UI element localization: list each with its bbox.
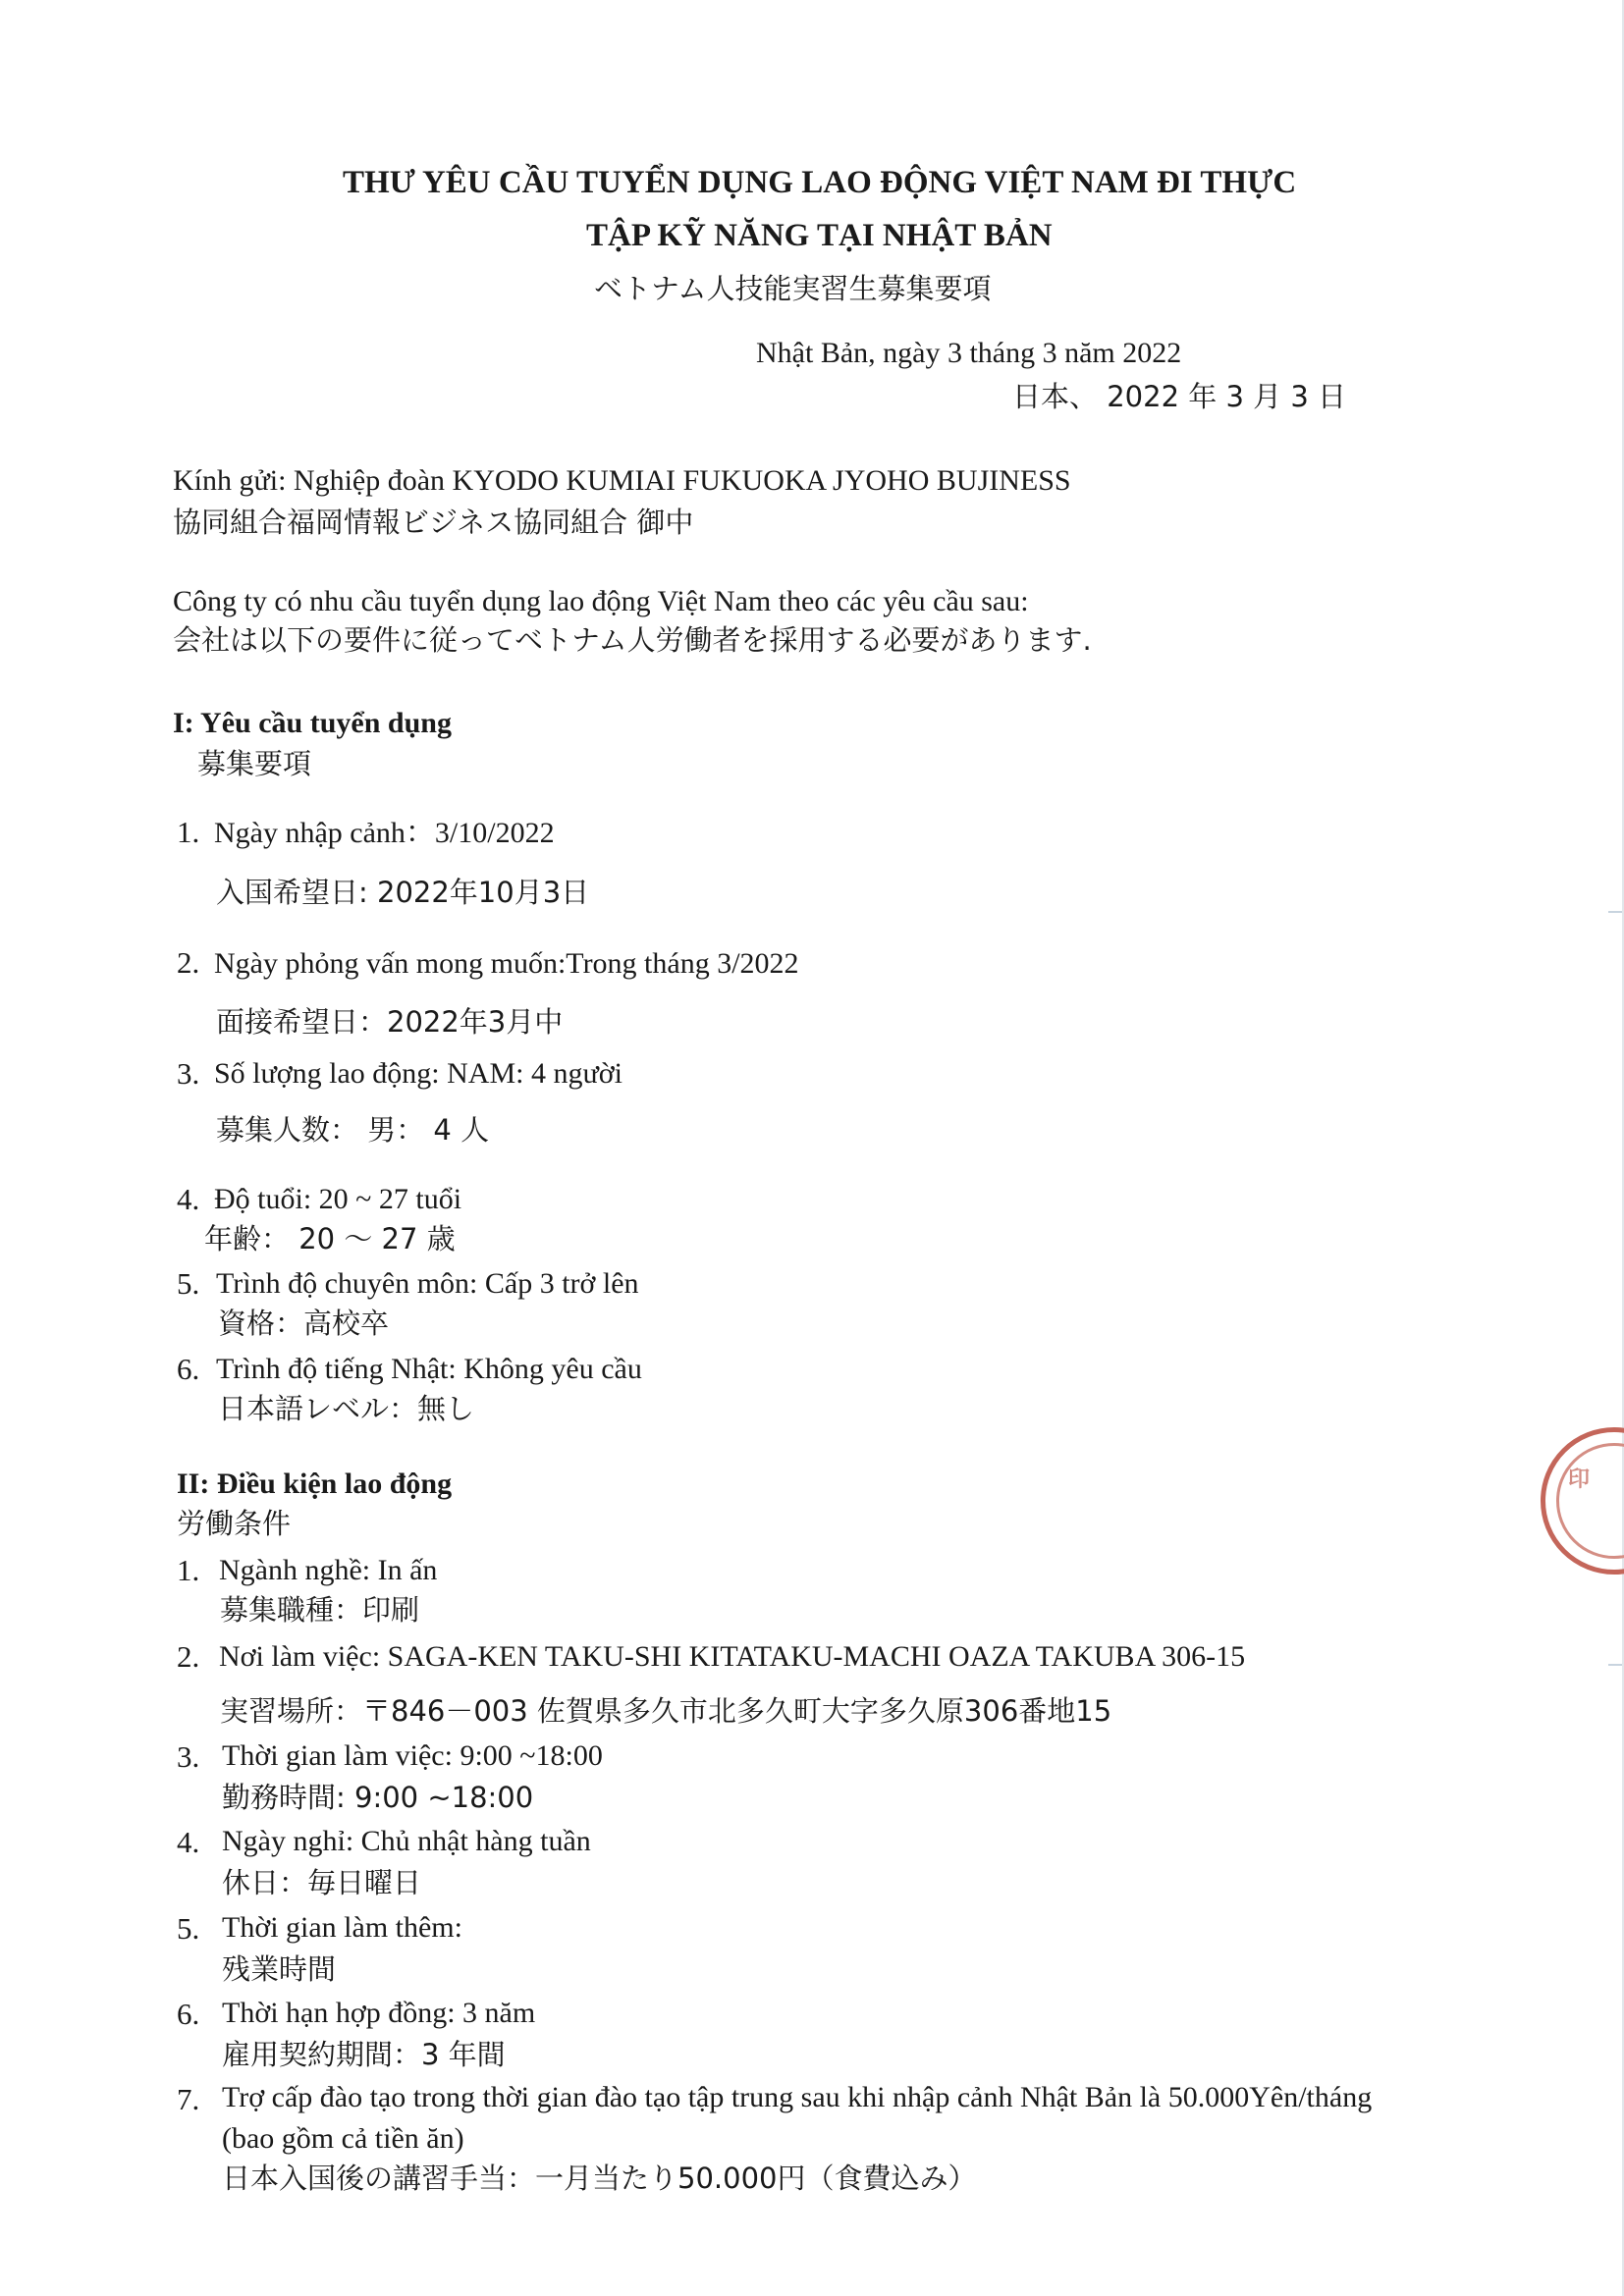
item-number: 2. — [177, 945, 200, 980]
item-text-jp: 日本語レベル：無し — [218, 1392, 475, 1425]
recipient-jp: 協同組合福岡情報ビジネス協同組合 御中 — [173, 506, 694, 539]
intro-jp: 会社は以下の要件に従ってベトナム人労働者を採用する必要があります. — [173, 623, 1092, 657]
item-text-jp: 雇用契約期間：3 年間 — [222, 2038, 506, 2071]
document-title-line1: THƯ YÊU CẦU TUYỂN DỤNG LAO ĐỘNG VIỆT NAM ĐI THỰC — [343, 165, 1297, 200]
section2-heading-vi: II: Điều kiện lao động — [177, 1468, 453, 1500]
section1-heading-jp: 募集要項 — [197, 747, 312, 780]
item-number: 4. — [177, 1825, 200, 1859]
item-text-vi: Số lượng lao động: NAM: 4 người — [214, 1057, 623, 1090]
item-text-vi: Ngày nghỉ: Chủ nhật hàng tuần — [222, 1825, 591, 1857]
recipient-vi: Kính gửi: Nghiệp đoàn KYODO KUMIAI FUKUOKA JYOHO BUJINESS — [173, 464, 1071, 497]
item-number: 5. — [177, 1266, 200, 1301]
item-text-vi: Trình độ chuyên môn: Cấp 3 trở lên — [216, 1267, 639, 1300]
item-text-vi: Ngày nhập cảnh：3/10/2022 — [214, 817, 555, 849]
section1-heading-vi: I: Yêu cầu tuyển dụng — [173, 707, 452, 739]
item-text-jp: 休日：毎日曜日 — [222, 1866, 422, 1899]
item-text-vi: Ngày phỏng vấn mong muốn:Trong tháng 3/2022 — [214, 947, 799, 980]
item-number: 7. — [177, 2082, 200, 2116]
seal-mark: 印 — [1568, 1468, 1591, 1492]
item-number: 2. — [177, 1639, 200, 1674]
item-text-vi: Thời gian làm thêm: — [222, 1911, 462, 1944]
item-number: 5. — [177, 1911, 200, 1946]
item-text-vi: Trình độ tiếng Nhật: Không yêu cầu — [216, 1353, 642, 1385]
date-vi: Nhật Bản, ngày 3 tháng 3 năm 2022 — [756, 337, 1182, 369]
item-text-jp: 残業時間 — [222, 1952, 337, 1986]
item-text-vi: Nơi làm việc: SAGA-KEN TAKU-SHI KITATAKU-MACHI OAZA TAKUBA 306-15 — [219, 1640, 1246, 1673]
item-number: 3. — [177, 1739, 200, 1774]
document-title-jp: ベトナム人技能実習生募集要項 — [594, 272, 992, 305]
item-text-vi: Ngành nghề: In ấn — [219, 1554, 438, 1586]
item-text-vi: Độ tuổi: 20 ~ 27 tuổi — [214, 1183, 462, 1215]
item-number: 6. — [177, 1352, 200, 1386]
item-text-jp: 募集人数： 男： 4 人 — [216, 1113, 490, 1147]
item-text-vi: Thời hạn hợp đồng: 3 năm — [222, 1997, 536, 2029]
item-text-jp: 資格：高校卒 — [218, 1307, 390, 1340]
intro-vi: Công ty có nhu cầu tuyển dụng lao động Việt Nam theo các yêu cầu sau: — [173, 585, 1029, 617]
item-number: 3. — [177, 1056, 200, 1091]
item-text-jp: 勤務時間: 9:00 ~18:00 — [222, 1781, 534, 1814]
item-text-jp: 入国希望日: 2022年10月3日 — [216, 876, 590, 909]
item-text-jp: 日本入国後の講習手当：一月当たり50.000円（食費込み） — [222, 2162, 977, 2195]
date-jp: 日本、 2022 年 3 月 3 日 — [1012, 380, 1347, 413]
item-text-vi-continued: (bao gồm cả tiền ăn) — [222, 2122, 464, 2155]
item-text-jp: 実習場所：〒846－003 佐賀県多久市北多久町大字多久原306番地15 — [220, 1694, 1112, 1728]
item-text-jp: 年齢： 20 ～ 27 歳 — [204, 1222, 456, 1255]
section2-heading-jp: 労働条件 — [177, 1507, 292, 1540]
company-seal-stamp — [1533, 1392, 1624, 1588]
item-number: 4. — [177, 1182, 200, 1216]
page-edge-mark — [1608, 1664, 1622, 1666]
item-number: 1. — [177, 1553, 200, 1587]
document-title-line2: TẬP KỸ NĂNG TẠI NHẬT BẢN — [586, 218, 1053, 253]
item-number: 6. — [177, 1997, 200, 2031]
item-text-jp: 募集職種：印刷 — [220, 1593, 420, 1627]
item-text-vi: Thời gian làm việc: 9:00 ~18:00 — [222, 1739, 603, 1772]
item-text-vi: Trợ cấp đào tạo trong thời gian đào tạo tập trung sau khi nhập cảnh Nhật Bản là 50.000Yên/tháng — [222, 2081, 1373, 2113]
item-number: 1. — [177, 815, 200, 849]
item-text-jp: 面接希望日：2022年3月中 — [216, 1005, 564, 1039]
page-edge-mark — [1608, 911, 1622, 913]
